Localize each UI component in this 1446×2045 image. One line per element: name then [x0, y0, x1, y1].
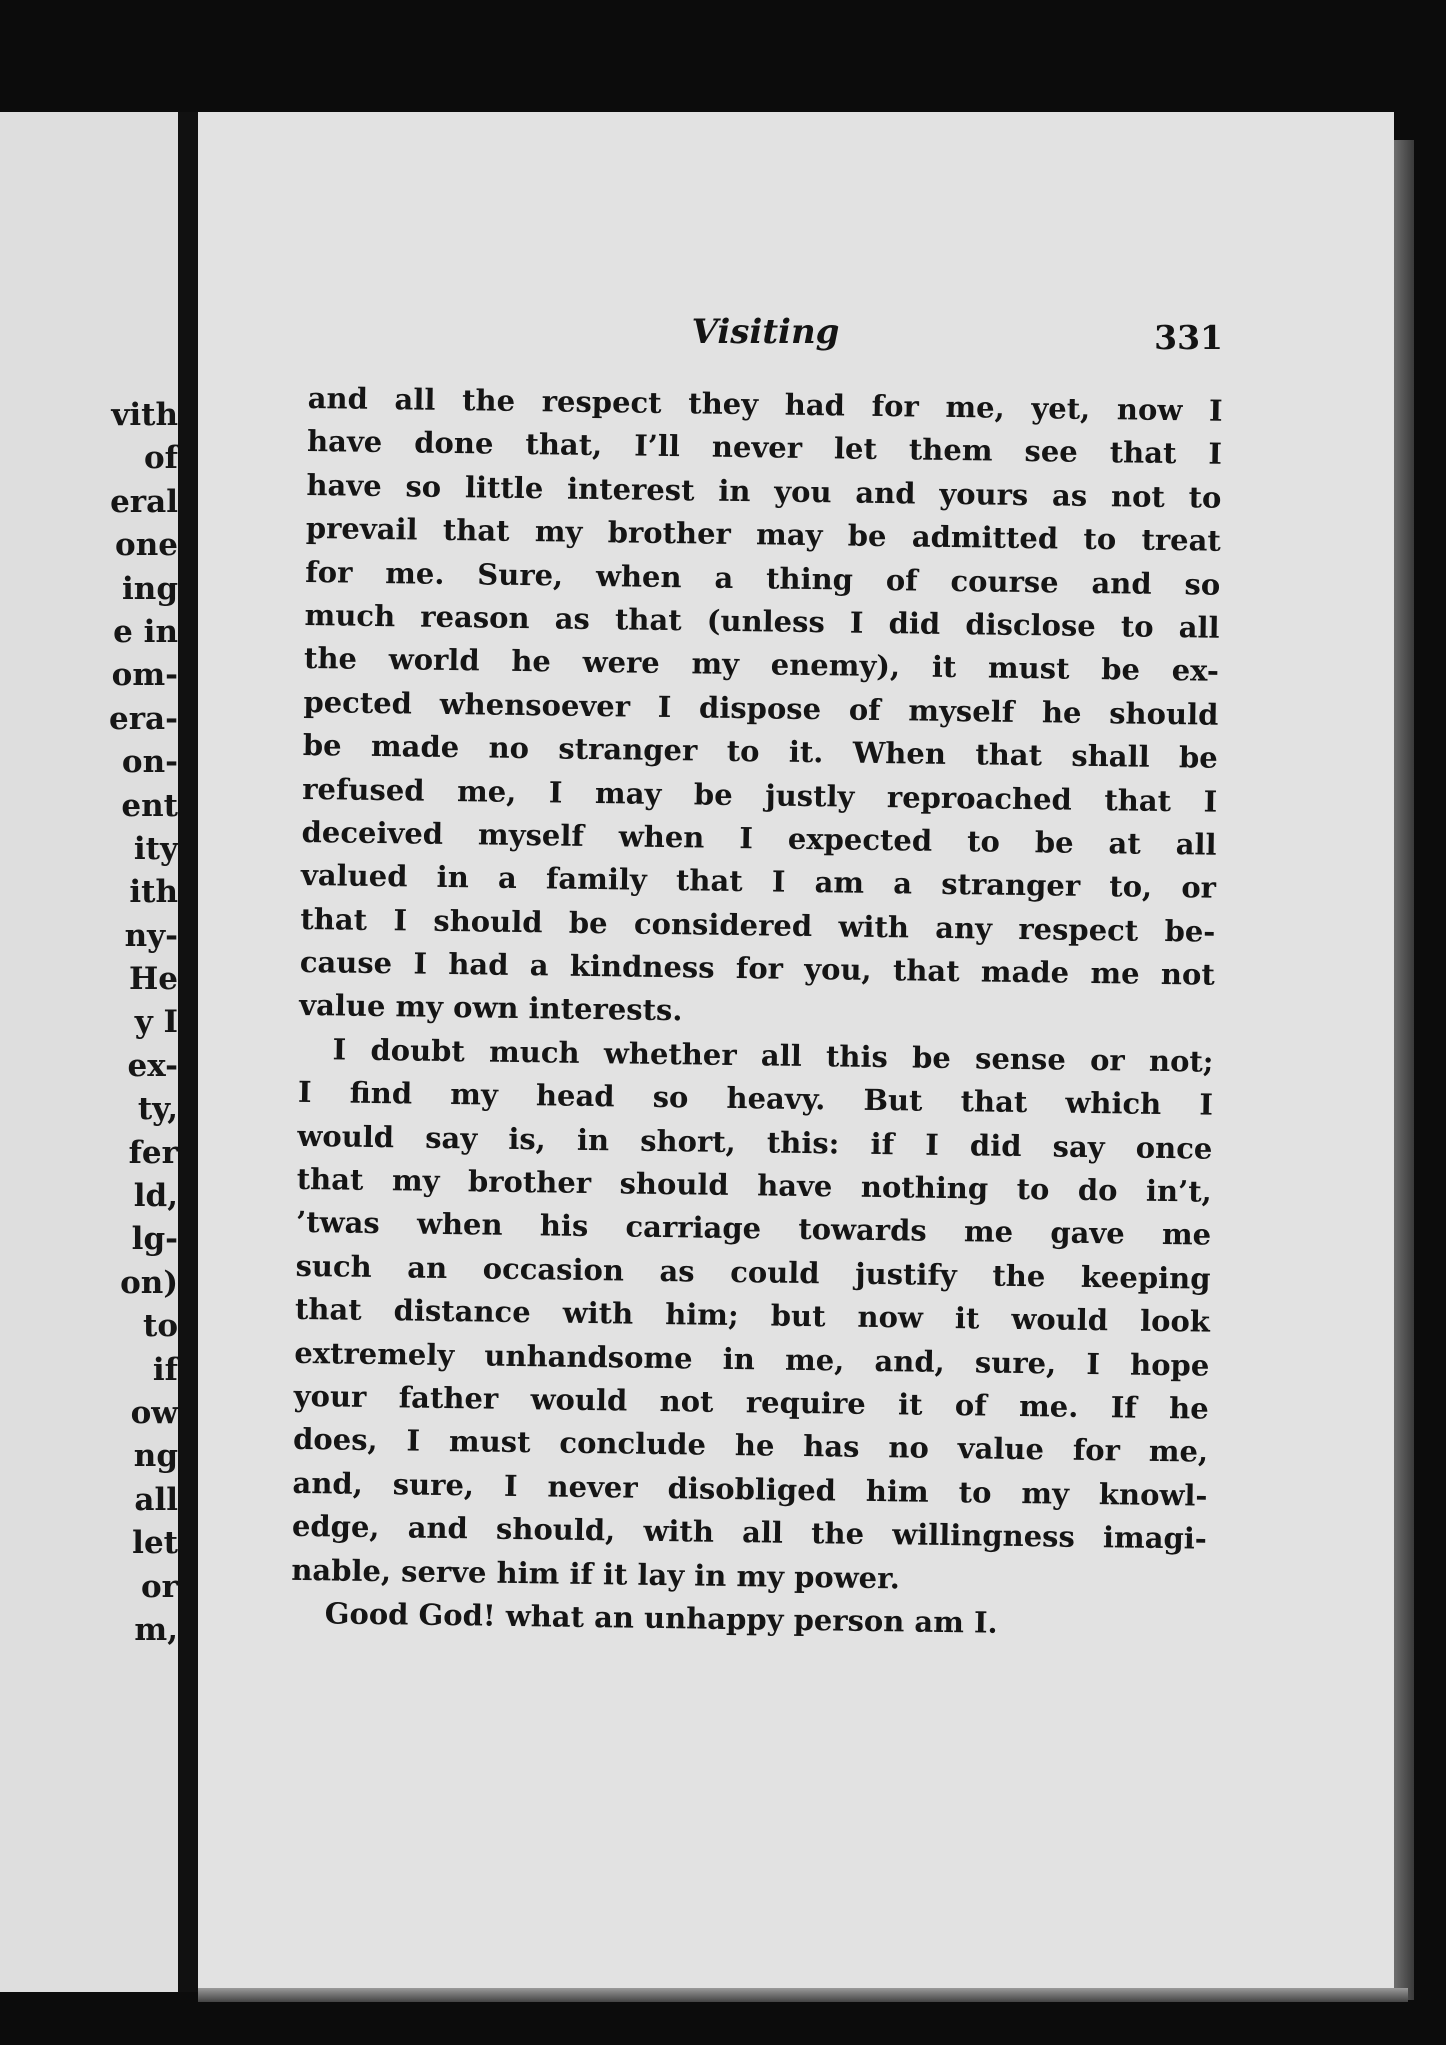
left-page-line-fragment: era-	[108, 700, 178, 737]
left-page-line-fragment: let	[132, 1525, 178, 1562]
left-page-line-fragment: ing	[122, 570, 178, 607]
left-page-line-fragment: ld,	[133, 1178, 178, 1215]
text-line: pected whensoever I dispose of myself he should	[303, 684, 1219, 732]
text-line: and, sure, I never disobliged him to my knowl-	[292, 1465, 1208, 1513]
left-page-line-fragment: on-	[121, 744, 178, 781]
left-page-line-fragment: ity	[133, 830, 178, 867]
left-page-line-fragment: lg-	[131, 1221, 178, 1258]
text-line: ’twas when his carriage towards me gave me	[295, 1205, 1212, 1253]
left-page-line-fragment: ith	[129, 874, 178, 911]
text-line: for me. Sure, when a thing of course and so	[305, 554, 1221, 602]
left-page-line-fragment: or	[140, 1568, 178, 1605]
text-line: the world he were my enemy), it must be ex-	[303, 641, 1220, 689]
left-page-line-fragment: y I	[134, 1004, 178, 1041]
left-page-line-fragment: if	[152, 1351, 178, 1388]
page-edge	[1394, 140, 1414, 2000]
left-page-line-endings	[109, 394, 178, 1652]
left-page-line-fragment: one	[115, 527, 178, 564]
left-page-line-fragment: ng	[133, 1438, 178, 1475]
text-line: does, I must conclude he has no value for me,	[292, 1422, 1209, 1470]
left-page-line-fragment: ent	[121, 787, 178, 824]
running-head	[308, 312, 1223, 372]
text-line: edge, and should, with all the willingness imagi-	[291, 1509, 1208, 1556]
left-page-line-fragment: fer	[128, 1134, 178, 1171]
text-line: have done that, I’ll never let them see that I	[306, 424, 1223, 472]
bottom-page-edge	[198, 1988, 1408, 2002]
left-page-line-fragment: ty,	[137, 1091, 178, 1128]
text-line: prevail that my brother may be admitted to treat	[305, 511, 1222, 558]
left-page-line-fragment: all	[134, 1481, 178, 1518]
text-line: would say is, in short, this: if I did say once	[297, 1118, 1213, 1166]
text-line: and all the respect they had for me, yet, now I	[307, 380, 1223, 428]
left-page-line-fragment: on)	[120, 1264, 178, 1301]
left-page-line-fragment: m,	[134, 1611, 178, 1648]
page-number: 331	[1154, 318, 1223, 357]
text-line: have so little interest in you and yours as not to	[306, 467, 1222, 515]
text-line: deceived myself when I expected to be at all	[301, 814, 1217, 862]
left-page-line-fragment: He	[128, 961, 178, 998]
left-page-line-fragment: ex-	[127, 1047, 178, 1084]
text-line: extremely unhandsome in me, and, sure, I hope	[294, 1335, 1210, 1383]
text-line: be made no stranger to it. When that shall be	[302, 728, 1219, 775]
text-line: cause I had a kindness for you, that made me not	[299, 945, 1215, 992]
left-page-line-fragment: om-	[111, 657, 178, 694]
text-line: your father would not require it of me. If he	[293, 1378, 1209, 1426]
running-title: Visiting	[691, 312, 840, 352]
text-line: valued in a family that I am a stranger to, or	[300, 858, 1217, 906]
text-line: Good God! what an unhappy person am I.	[324, 1596, 998, 1640]
text-line: refused me, I may be justly reproached that I	[302, 771, 1218, 819]
text-line: that my brother should have nothing to do in’t,	[296, 1161, 1212, 1209]
text-line: I find my head so heavy. But that which I	[297, 1075, 1214, 1122]
text-line: nable, serve him if it lay in my power.	[291, 1552, 901, 1595]
left-page-line-fragment: eral	[110, 483, 178, 520]
left-page-line-fragment: of	[143, 440, 178, 477]
paragraph	[299, 377, 1223, 1041]
paragraph	[291, 1028, 1214, 1605]
text-line: value my own interests.	[298, 988, 683, 1028]
text-line: much reason as that (unless I did disclose to all	[304, 597, 1220, 645]
text-line: such an occasion as could justify the keeping	[295, 1248, 1211, 1296]
text-line: I doubt much whether all this be sense or not;	[332, 1032, 1214, 1079]
left-page-line-fragment: e in	[113, 613, 178, 650]
left-page-line-fragment: ny-	[124, 917, 178, 954]
left-facing-page	[0, 112, 178, 1992]
text-line: that distance with him; but now it would look	[294, 1292, 1211, 1339]
left-page-line-fragment: to	[143, 1308, 178, 1345]
body-text	[290, 377, 1222, 1648]
book-gutter	[178, 112, 198, 1992]
right-page	[198, 112, 1394, 1992]
left-page-line-fragment: ow	[130, 1394, 178, 1431]
text-line: that I should be considered with any respect be-	[300, 901, 1216, 949]
left-page-line-fragment: vith	[111, 397, 178, 433]
